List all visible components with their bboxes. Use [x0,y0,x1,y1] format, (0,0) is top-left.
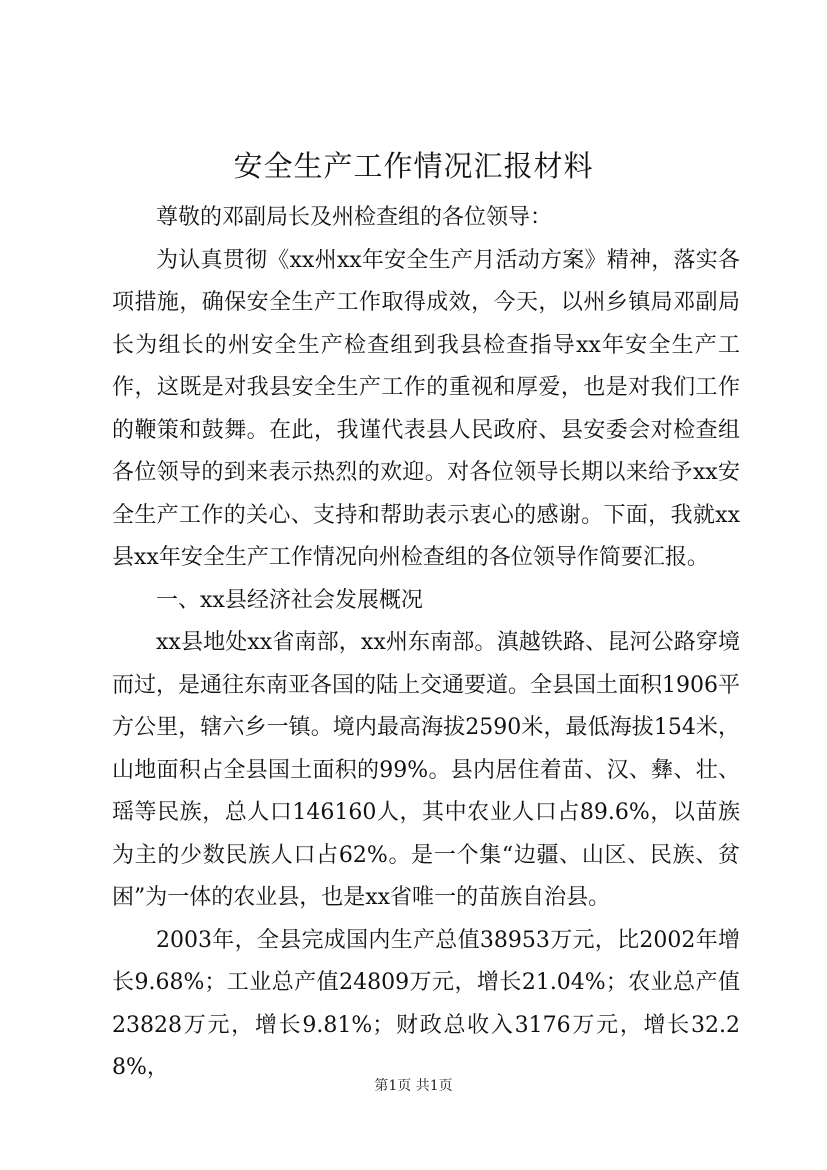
overview-paragraph: xx县地处xx省南部，xx州东南部。滇越铁路、昆河公路穿境而过，是通往东南亚各国的陆上交通要道。全县国土面积1906平方公里，辖六乡一镇。境内最高海拔2590米，最低海拔154米，山地面积占全县国土面积的99%。县内居住着苗、汉、彝、壮、瑶等民族，总人口146160人，其中农业人口占89.6%，以苗族为主的少数民族人口占62%。是一个集“边疆、山区、民族、贫困”为一体的农业县，也是xx省唯一的苗族自治县。 [112,630,740,910]
salutation-paragraph: 尊敬的邓副局长及州检查组的各位领导： [156,205,553,230]
document-body [112,197,740,1090]
section-heading: 一、xx县经济社会发展概况 [156,587,423,613]
economy-paragraph: 2003年，全县完成国内生产总值38953万元，比2002年增长9.68%；工业总产值24809万元，增长21.04%；农业总产值23828万元，增长9.81%；财政总收入3176万元，增长32.28%， [112,927,740,1080]
document-title: 安全生产工作情况汇报材料 [233,149,594,183]
intro-paragraph: 为认真贯彻《xx州xx年安全生产月活动方案》精神，落实各项措施，确保安全生产工作取得成效，今天，以州乡镇局邓副局长为组长的州安全生产检查组到我县检查指导xx年安全生产工作，这既是对我县安全生产工作的重视和厚爱，也是对我们工作的鞭策和鼓舞。在此，我谨代表县人民政府、县安委会对检查组各位领导的到来表示热烈的欢迎。对各位领导长期以来给予xx安全生产工作的关心、支持和帮助表示衷心的感谢。下面，我就xx县xx年安全生产工作情况向州检查组的各位领导作简要汇报。 [112,247,740,570]
page-footer: 第1页 共1页 [374,1078,453,1094]
